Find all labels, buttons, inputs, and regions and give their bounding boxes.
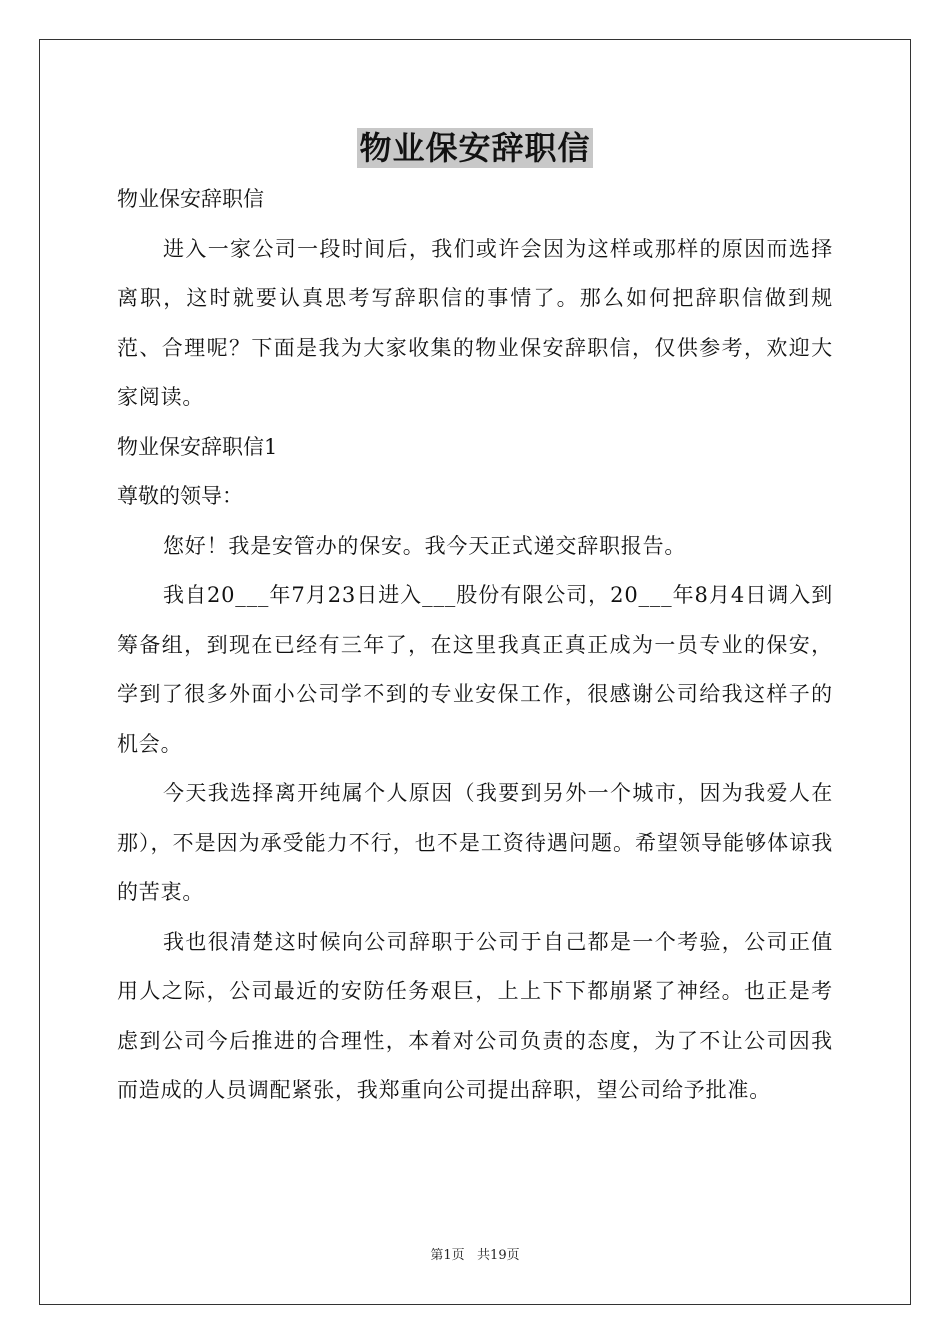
body-paragraph: 我也很清楚这时候向公司辞职于公司于自己都是一个考验，公司正值用人之际，公司最近的安防任务艰巨，上上下下都崩紧了神经。也正是考虑到公司今后推进的合理性，本着对公司负责的态度，为了不让公司因我而造成的人员调配紧张，我郑重向公司提出辞职，望公司给予批准。 bbox=[117, 929, 833, 1102]
document-title: 物业保安辞职信 bbox=[359, 129, 591, 167]
intro-paragraph: 进入一家公司一段时间后，我们或许会因为这样或那样的原因而选择离职，这时就要认真思考写辞职信的事情了。那么如何把辞职信做到规范、合理呢？下面是我为大家收集的物业保安辞职信，仅供参考，欢迎大家阅读。 bbox=[117, 236, 833, 409]
subtitle-line: 物业保安辞职信 bbox=[117, 187, 264, 211]
body-paragraph: 您好！我是安管办的保安。我今天正式递交辞职报告。 bbox=[163, 533, 687, 558]
section-heading: 物业保安辞职信1 bbox=[117, 434, 278, 459]
body-paragraph: 今天我选择离开纯属个人原因（我要到另外一个城市，因为我爱人在那），不是因为承受能力不行，也不是工资待遇问题。希望领导能够体谅我的苦衷。 bbox=[117, 781, 833, 904]
title-container bbox=[0, 128, 950, 168]
body-paragraph: 我自20___年7月23日进入___股份有限公司，20___年8月4日调入到筹备组，到现在已经有三年了，在这里我真正真正成为一员专业的保安，学到了很多外面小公司学不到的专业安保工作，很感谢公司给我这样子的机会。 bbox=[117, 583, 833, 756]
document-body bbox=[117, 175, 833, 1116]
page-footer: 第1页 共19页 bbox=[430, 1248, 520, 1263]
salutation: 尊敬的领导： bbox=[117, 484, 243, 508]
